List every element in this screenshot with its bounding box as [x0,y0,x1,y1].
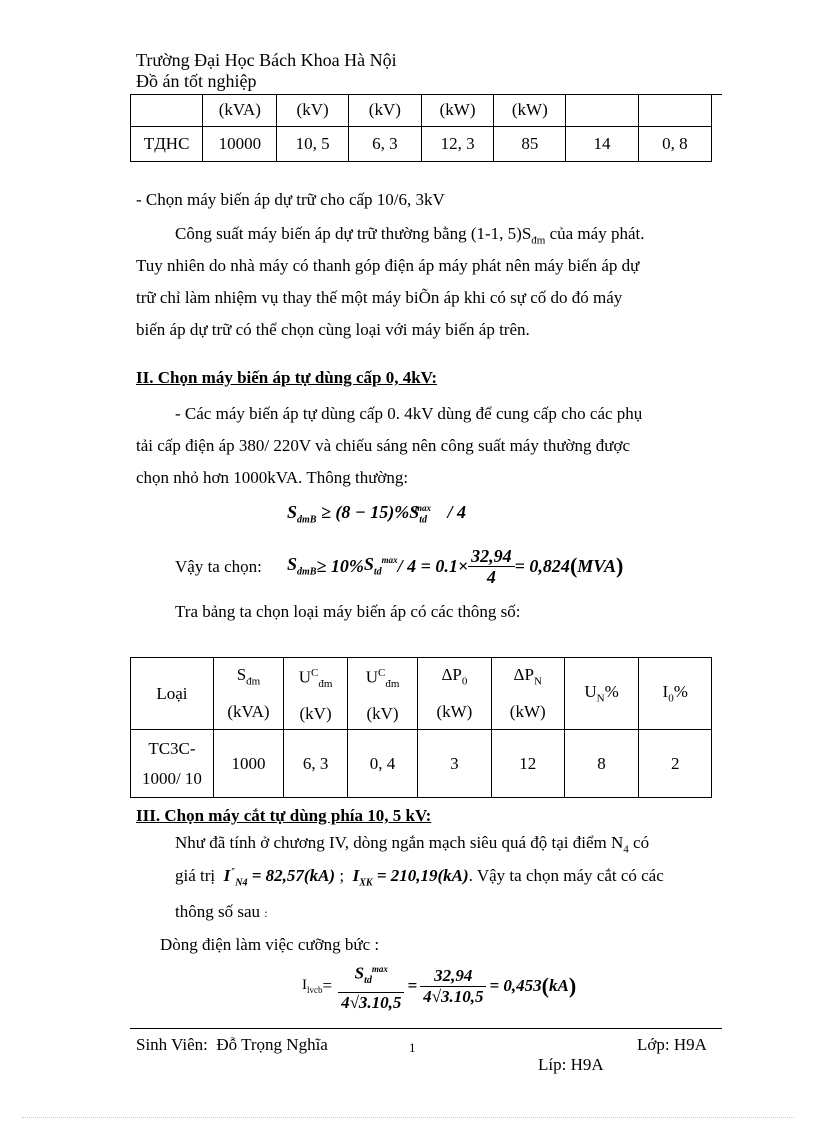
header-superscript: C [311,667,319,679]
header-subscript: N [596,692,605,705]
table-cell [131,95,203,126]
table-header-cell [417,658,491,730]
table-row [131,730,712,798]
formula-text: / 4 = 0.1× [397,555,469,576]
formula-label: I [302,977,307,993]
reserve-transformer-bullet: - Chọn máy biến áp dự trữ cho cấp 10/6, 3kV [136,190,445,209]
table-cell: 0, 4 [348,730,418,798]
table-header-cell [639,658,712,730]
paragraph-line: biến áp dự trữ có thể chọn cùng loại với máy biến áp trên. [136,320,530,339]
formula-unit: kA [548,976,569,995]
section-heading: II. Chọn máy biến áp tự dùng cấp 0, 4kV: [136,368,438,387]
header-symbol: U [298,667,311,687]
formula-symbol [302,977,323,995]
header-subscript: đm [318,678,333,691]
table-header-row [131,658,712,730]
paragraph-line: Tra bảng ta chọn loại máy biến áp có các thông số: [175,602,521,621]
paragraph-line [175,902,268,922]
fraction-denominator: 4√3.10,5 [423,986,484,1006]
table-cell: 6, 3 [348,126,421,161]
fraction-denominator: 4√3.10,5 [341,992,402,1012]
fraction [468,546,515,587]
paragraph-line [175,224,644,246]
table-cell [566,95,638,126]
header-unit: (kV) [366,704,399,724]
formula-forced-current: $I_{lvcb}$ = $\frac{S_{td}^{max}}{4√3.10,5}$ = $\frac{32,94}{4√3.10,5}$ = 0,453 ( kA ) [302,962,576,1010]
header-symbol: ΔP [513,665,534,685]
table-cell: 0, 8 [638,126,711,161]
page-bottom-dotted-line [22,1117,794,1118]
paragraph-line [175,866,664,888]
formula-symbol: $I^"_{N4}$ [219,866,248,889]
header-subscript: đm [385,678,400,691]
fraction-numerator: $S_{td}^{max}$ [338,959,404,992]
table-cell: (kVA) [203,95,277,126]
choose-label: Vậy ta chọn: [175,557,262,576]
header-unit: (kW) [436,701,473,721]
paragraph-text: Công suất máy biến áp dự trữ thường bằng (1-1, 5)S [175,224,532,243]
auxiliary-transformer-table [130,657,712,798]
formula-symbol: $I_{XK}$ [348,866,373,889]
fraction-numerator: 32,94 [468,546,515,567]
table-cell: 85 [494,126,566,161]
table-cell: 12 [491,730,564,798]
table-cell: 1000 [213,730,283,798]
header-symbol: U [365,667,378,687]
formula-subscript: lvcb [307,985,323,995]
table-header-cell [564,658,639,730]
student-name: Đỗ Trọng Nghĩa [216,1035,328,1054]
header-unit: % [604,682,619,702]
header-superscript: C [377,667,386,679]
formula-symbol: $S_{dmB}$ [287,554,317,578]
fraction-numerator: 32,94 [420,966,486,987]
table-cell: 6, 3 [284,730,348,798]
footer-class-duplicate: Líp: H9A [538,1055,604,1074]
paragraph-text: Như đã tính ở chương IV, dòng ngắn mạch siêu quá độ tại điểm N [175,833,624,852]
table-header-cell: Loại [131,658,214,730]
footer-class: Lớp: H9A [637,1035,707,1054]
header-unit: (kVA) [227,701,270,721]
table-cell: TДHC [131,126,203,161]
type-line: 1000/ 10 [141,768,202,788]
table-cell: 10000 [203,126,277,161]
table-cell [131,730,214,798]
table-header-cell [348,658,418,730]
formula-rated-power: $S_{dmB} \ge (8 - 15)\%S_{td}^{max} / 4$ [287,502,467,526]
table-cell: 14 [566,126,638,161]
table-cell: (kW) [421,95,493,126]
table-cell: 2 [639,730,712,798]
formula-value: = 82,57(kA) [251,866,336,885]
table-header-cell [213,658,283,730]
paragraph-text: thông số sau [175,902,260,921]
table-cell: 3 [417,730,491,798]
student-label: Sinh Viên: [136,1035,208,1054]
fraction [338,959,404,1012]
section-heading: III. Chọn máy cắt tự dùng phía 10, 5 kV: [136,806,432,825]
formula-unit: MVA [577,555,616,576]
paragraph-line: chọn nhỏ hơn 1000kVA. Thông thường: [136,468,409,487]
table-cell: 10, 5 [277,126,348,161]
subscript: 4 [623,843,629,856]
paragraph-line: - Các máy biến áp tự dùng cấp 0. 4kV dùng để cung cấp cho các phụ [175,404,643,423]
table-row [131,95,712,126]
type-line: TC3C- [148,738,196,758]
table-header-cell [284,658,348,730]
header-symbol: U [584,682,597,702]
table-cell: 12, 3 [421,126,493,161]
paragraph-line: trữ chỉ làm nhiệm vụ thay thế một máy biÕn áp khi có sự cố do đó máy [136,288,623,307]
subscript: đm [531,234,546,247]
header-unit: (kV) [299,704,332,724]
header-school: Trường Đại Học Bách Khoa Hà Nội [136,50,397,70]
table-cell [638,95,711,126]
colon: : [264,906,268,920]
forced-current-label: Dòng điện làm việc cưỡng bức : [160,935,380,954]
page-number: 1 [409,1040,416,1055]
transformer-spec-table-continued [130,95,712,162]
paragraph-text: có [628,833,650,852]
paragraph-line: tải cấp điện áp 380/ 220V và chiếu sáng nên công suất máy thường được [136,436,631,455]
header-subscript: 0 [461,675,468,688]
formula-text: = 0,824 [514,555,570,576]
formula-chosen-power: $S_{dmB}$ ≥ 10% $S_{td}^{max}$ / 4 = 0.1× $\frac{32,94}{4}$ = 0,824 ( MVA ) [287,545,624,587]
header-symbol: ΔP [441,665,462,685]
header-symbol: S [236,665,247,685]
table-row [131,126,712,161]
formula-value: = 210,19(kA) [376,866,469,885]
formula-symbol: $S_{td}^{max}$ [363,554,398,578]
header-subscript: N [533,675,542,688]
fraction [420,966,486,1007]
paragraph-text: . Vậy ta chọn máy cắt có các [468,866,664,885]
header-unit: % [673,682,688,702]
footer-rule [130,1028,722,1029]
paragraph-text: của máy phát. [545,224,645,243]
paragraph-line [175,833,649,855]
separator: ; [339,866,345,885]
paragraph-text: giá trị [175,866,216,885]
fraction-denominator: 4 [486,566,496,587]
table-cell: (kW) [494,95,566,126]
table-cell: 8 [564,730,639,798]
header-unit: (kW) [509,701,546,721]
header-subscript: đm [246,675,261,688]
header-document-type: Đồ án tốt nghiệp [136,71,257,91]
table-cell: (kV) [277,95,348,126]
header-symbol: I [662,682,669,702]
equals-sign: = [407,976,418,995]
equals-sign: = [322,976,333,995]
formula-value: = 0,453 [489,976,542,995]
table-header-cell [491,658,564,730]
header-subscript: 0 [668,692,674,705]
formula-text: ≥ 10% [316,555,364,576]
table-cell: (kV) [348,95,421,126]
footer-student [136,1035,328,1055]
paragraph-line: Tuy nhiên do nhà máy có thanh góp điện áp máy phát nên máy biến áp dự [136,256,640,275]
